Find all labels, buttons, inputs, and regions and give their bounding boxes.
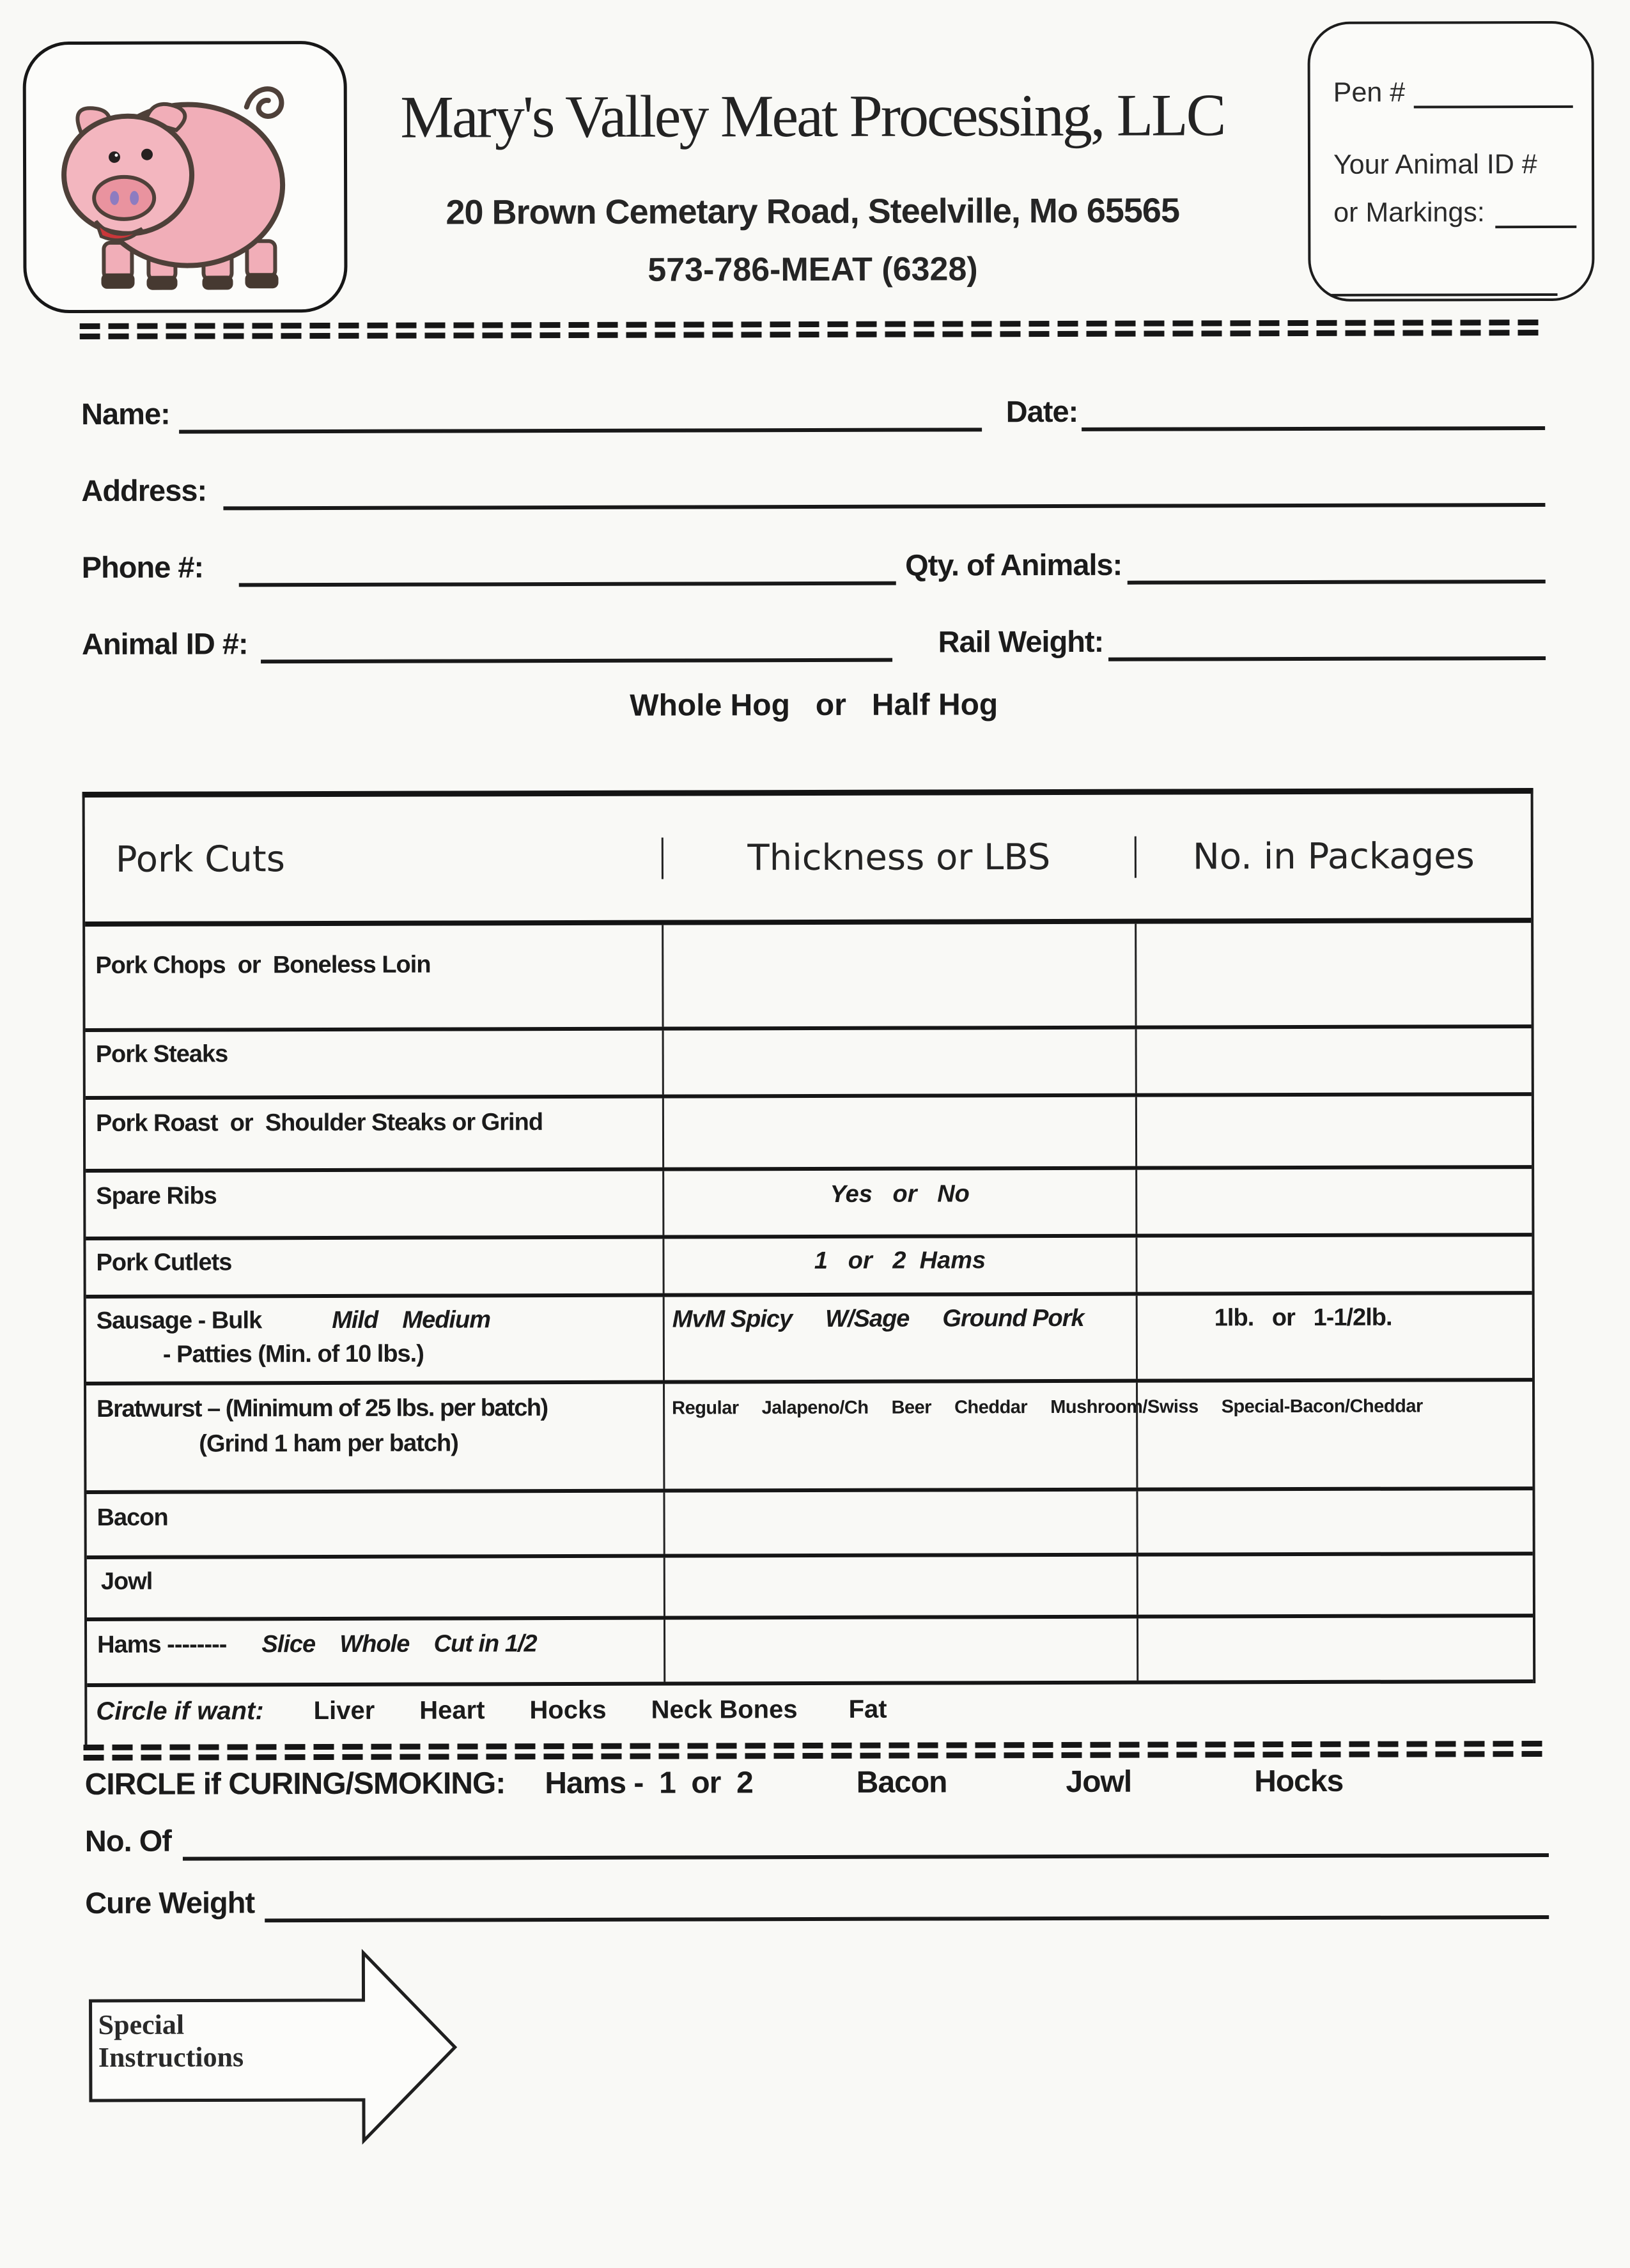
row-label-bacon: Bacon [97,1504,168,1531]
table-row [87,1617,1533,1687]
pork-roast-thickness-cell[interactable] [664,1097,1137,1168]
row-label-sausage: Sausage - Bulk [96,1307,262,1334]
special-instructions-label: Special Instructions [98,2009,244,2073]
circle-if-want-row [84,1683,1535,1746]
table-row [86,1096,1532,1173]
row-label-pork-cutlets: Pork Cutlets [96,1249,232,1276]
phone-qty-row [82,543,1546,587]
name-label: Name: [81,396,170,431]
animalid-rail-row [82,619,1546,664]
spare-ribs-packages-cell[interactable] [1137,1169,1532,1234]
pork-cutlets-packages-cell[interactable] [1137,1237,1532,1292]
date-line[interactable] [1082,389,1545,431]
bacon-thickness-cell[interactable] [665,1492,1138,1554]
pig-nostril-left [110,190,119,204]
table-row [86,1295,1532,1385]
bratwurst-flavor-beer[interactable]: Beer [891,1397,932,1418]
sausage-flavor-ground-pork[interactable]: Ground Pork [942,1304,1084,1332]
pig-eye-highlight [114,153,118,157]
animal-id-note-line2: or Markings: [1333,197,1485,228]
pig-logo-icon [50,62,320,293]
qty-line[interactable] [1127,543,1546,585]
animal-id-line[interactable] [261,621,892,664]
row-label-spare-ribs: Spare Ribs [96,1182,217,1210]
rail-weight-line[interactable] [1108,619,1546,661]
bratwurst-flavor-cheddar[interactable]: Cheddar [954,1397,1028,1418]
curing-option-jowl[interactable]: Jowl [1066,1764,1132,1799]
row-label-pork-roast: Pork Roast or Shoulder Steaks or Grind [95,1109,543,1137]
sausage-flavor-mvm-spicy[interactable]: MvM Spicy [672,1306,793,1333]
header-packages: No. in Packages [1192,835,1475,877]
row-label-bratwurst: Bratwurst – (Minimum of 25 lbs. per batch) [97,1394,548,1423]
table-row [86,1237,1532,1299]
pen-number-label: Pen # [1333,77,1406,108]
pork-chops-packages-cell[interactable] [1137,923,1531,1026]
company-address: 20 Brown Cemetary Road, Steelville, Mo 65565 [446,191,1180,232]
circle-option-liver[interactable]: Liver [313,1696,375,1725]
dash-bar [80,330,1545,339]
pig-eye-left [108,151,120,162]
sausage-style-options[interactable]: Mild Medium [332,1306,491,1334]
separator-bottom [83,1741,1548,1761]
row-label-hams: Hams -------- [97,1631,227,1658]
company-name: Mary's Valley Meat Processing, LLC [400,82,1225,151]
pork-chops-thickness-cell[interactable] [664,924,1137,1027]
bratwurst-flavor-jalapeno[interactable]: Jalapeno/Ch [761,1397,869,1419]
table-row [85,923,1531,1032]
pen-number-line[interactable] [1414,73,1573,109]
cure-weight-label: Cure Weight [85,1885,255,1920]
pig-logo-box [23,41,348,313]
cure-weight-line[interactable] [265,1878,1549,1922]
row-label-pork-steaks: Pork Steaks [95,1040,228,1068]
pig-tail [246,89,281,116]
table-header-row [85,794,1532,927]
circle-option-heart[interactable]: Heart [419,1696,485,1725]
jowl-packages-cell[interactable] [1138,1555,1533,1615]
hams-thickness-cell[interactable] [665,1619,1138,1682]
cure-weight-row [85,1878,1549,1923]
bratwurst-grind-note: (Grind 1 ham per batch) [199,1430,458,1458]
phone-label: Phone #: [81,550,204,585]
curing-option-hocks[interactable]: Hocks [1254,1764,1344,1799]
table-row [86,1490,1532,1559]
bratwurst-flavor-special-bacon-cheddar[interactable]: Special-Bacon/Cheddar [1221,1396,1423,1417]
sausage-size-options[interactable]: 1lb. or 1-1/2lb. [1214,1304,1392,1332]
table-row [86,1028,1532,1100]
row-label-pork-chops: Pork Chops or Boneless Loin [95,951,431,979]
address-line[interactable] [223,466,1545,510]
pork-cutlets-choice[interactable]: 1 or 2 Hams [814,1247,986,1275]
no-of-label: No. Of [84,1823,171,1858]
bratwurst-flavor-regular[interactable]: Regular [672,1398,739,1419]
dash-bar [80,320,1545,329]
pig-snout [94,176,154,219]
table-row [86,1169,1532,1240]
name-date-row [81,389,1545,434]
name-line[interactable] [179,390,982,433]
circle-option-hocks[interactable]: Hocks [529,1695,607,1725]
phone-line[interactable] [239,544,896,587]
bacon-packages-cell[interactable] [1138,1490,1532,1553]
header-thickness: Thickness or LBS [664,836,1137,879]
address-label: Address: [81,473,207,508]
no-of-line[interactable] [183,1816,1549,1861]
pig-eye-right [141,148,152,160]
pork-cuts-table [82,788,1536,1687]
address-row [81,466,1545,511]
markings-line[interactable] [1495,195,1577,228]
circle-if-want-label: Circle if want: [96,1697,264,1725]
hams-cut-options[interactable]: Slice Whole Cut in 1/2 [261,1630,537,1658]
curing-option-bacon[interactable]: Bacon [856,1765,947,1800]
circle-option-neck-bones[interactable]: Neck Bones [651,1695,798,1724]
row-label-jowl: Jowl [100,1568,153,1595]
table-row [87,1555,1533,1621]
animal-id-note-line1: Your Animal ID # [1333,149,1537,180]
hams-packages-cell[interactable] [1138,1617,1533,1681]
pig-nostril-right [130,190,139,204]
spare-ribs-choice[interactable]: Yes or No [830,1180,970,1208]
table-row [86,1382,1532,1494]
pork-roast-packages-cell[interactable] [1137,1096,1532,1166]
pork-steaks-packages-cell[interactable] [1137,1028,1532,1093]
pen-box [1307,21,1594,302]
sausage-flavor-wsage[interactable]: W/Sage [825,1305,910,1332]
no-of-row [85,1816,1549,1861]
pork-steaks-thickness-cell[interactable] [664,1030,1137,1095]
qty-label: Qty. of Animals: [905,547,1122,582]
bratwurst-flavor-options [672,1396,1532,1419]
hog-choice[interactable]: Whole Hog or Half Hog [630,688,998,723]
pen-box-bottom-line[interactable] [1330,293,1558,297]
header-pork-cuts: Pork Cuts [85,837,664,880]
animal-id-label: Animal ID #: [81,626,248,661]
date-label: Date: [1005,394,1078,429]
company-phone: 573-786-MEAT (6328) [648,251,978,289]
curing-option-hams[interactable]: Hams - 1 or 2 [545,1766,753,1801]
separator-top [80,320,1545,339]
sausage-patties-line: - Patties (Min. of 10 lbs.) [162,1340,424,1368]
dash-bar [84,1751,1549,1761]
circle-option-fat[interactable]: Fat [848,1695,887,1724]
jowl-thickness-cell[interactable] [665,1557,1138,1616]
rail-weight-label: Rail Weight: [938,624,1104,659]
curing-label: CIRCLE if CURING/SMOKING: [84,1766,506,1801]
curing-smoking-row [85,1764,1344,1802]
bratwurst-flavor-mushroom-swiss[interactable]: Mushroom/Swiss [1050,1396,1199,1418]
